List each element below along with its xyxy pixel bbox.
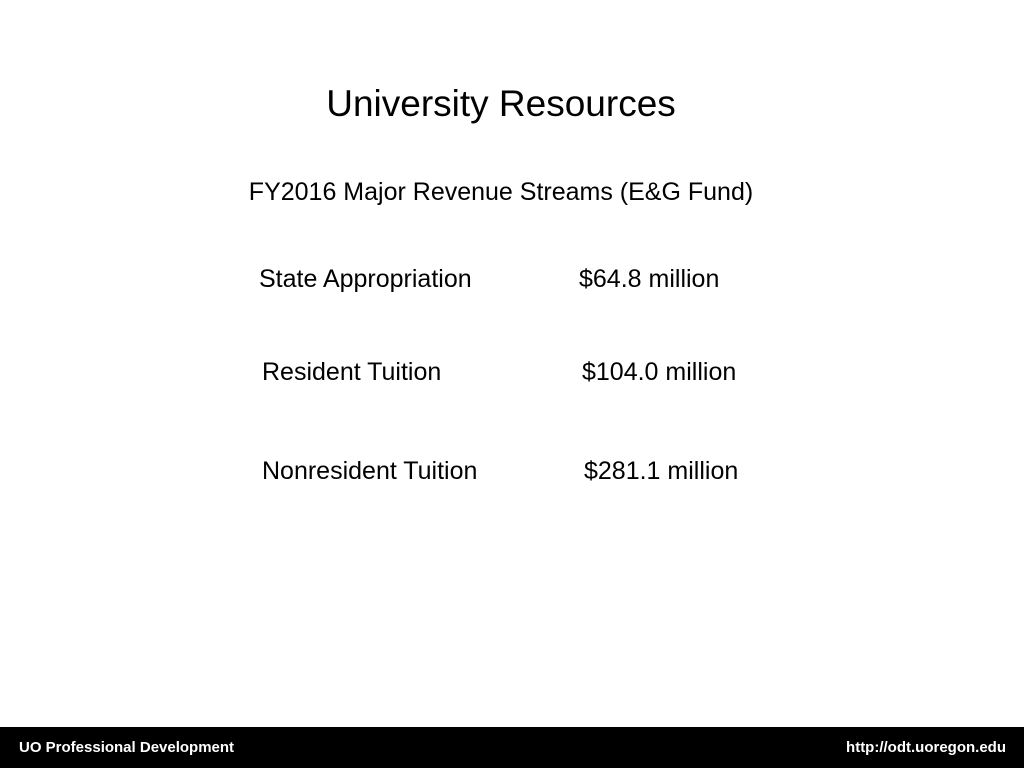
slide-title: University Resources: [326, 83, 676, 124]
revenue-amount-resident-tuition: $104.0 million: [582, 358, 737, 386]
revenue-amount-state-appropriation: $64.8 million: [579, 265, 720, 293]
revenue-label-resident-tuition: Resident Tuition: [262, 358, 442, 386]
revenue-label-state-appropriation: State Appropriation: [259, 265, 472, 293]
revenue-label-nonresident-tuition: Nonresident Tuition: [262, 457, 478, 485]
revenue-amount-nonresident-tuition: $281.1 million: [584, 457, 739, 485]
footer-bar: [0, 727, 1024, 768]
slide-subtitle: FY2016 Major Revenue Streams (E&G Fund): [248, 178, 754, 206]
footer-url: http://odt.uoregon.edu: [846, 739, 1006, 756]
footer-organization: UO Professional Development: [19, 739, 235, 756]
